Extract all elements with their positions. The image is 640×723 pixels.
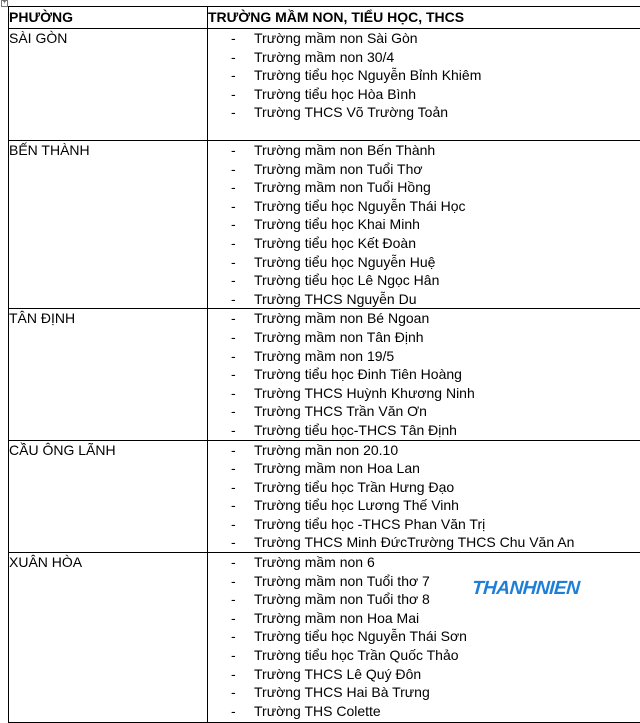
list-item: [208, 328, 640, 347]
list-item: [208, 384, 640, 403]
school-name: Trường mầm non 6: [254, 554, 375, 570]
list-dash: -: [231, 515, 236, 534]
list-dash: -: [231, 384, 236, 403]
list-item: [208, 141, 640, 160]
ward-name: BẾN THÀNH: [9, 141, 208, 309]
list-dash: -: [231, 365, 236, 384]
list-dash: -: [231, 309, 236, 328]
list-dash: -: [231, 271, 236, 290]
school-name: Trường tiểu học Nguyễn Bỉnh Khiêm: [254, 67, 481, 83]
thanhnien-watermark-logo: THANHNIEN: [471, 578, 580, 600]
ward-name: SÀI GÒN: [9, 29, 208, 141]
list-item: [208, 253, 640, 272]
school-name: Trường mầm non Hoa Mai: [254, 610, 419, 626]
list-dash: -: [231, 702, 236, 721]
list-dash: -: [231, 478, 236, 497]
school-name: Trường tiểu học Lương Thế Vinh: [254, 497, 459, 513]
table-row: [9, 141, 640, 309]
list-dash: -: [231, 48, 236, 67]
school-name: Trường THCS Võ Trường Toản: [254, 104, 448, 120]
list-dash: -: [231, 328, 236, 347]
list-item: [208, 29, 640, 48]
school-list: [208, 441, 640, 553]
table-row: [9, 29, 640, 141]
ward-name: XUÂN HÒA: [9, 553, 208, 723]
list-dash: -: [231, 553, 236, 572]
list-item: [208, 85, 640, 104]
list-dash: -: [231, 253, 236, 272]
table-row: [9, 309, 640, 440]
list-dash: -: [231, 66, 236, 85]
school-name: Trường tiểu học -THCS Phan Văn Trị: [254, 516, 485, 532]
schools-table: [8, 6, 640, 723]
list-item: [208, 533, 640, 552]
list-item: [208, 271, 640, 290]
list-item: [208, 702, 640, 721]
list-dash: -: [231, 572, 236, 591]
school-name: Trường THCS Huỳnh Khương Ninh: [254, 385, 475, 401]
school-list: [208, 141, 640, 308]
list-item: [208, 627, 640, 646]
school-name: Trường tiểu học Trần Hưng Đạo: [254, 479, 454, 495]
school-list: [208, 309, 640, 439]
school-name: Trường THCS Minh ĐứcTrường THCS Chu Văn An: [254, 534, 574, 550]
school-name: Trường THCS Hai Bà Trưng: [254, 684, 430, 700]
list-item: [208, 48, 640, 67]
school-list-cell: [208, 309, 640, 440]
school-name: Trường tiểu học-THCS Tân Định: [254, 422, 457, 438]
school-name: Trường tiểu học Nguyễn Huệ: [254, 254, 435, 270]
header-ward: PHƯỜNG: [9, 7, 208, 29]
school-name: Trường tiểu học Nguyễn Thái Sơn: [254, 628, 467, 644]
list-item: [208, 197, 640, 216]
list-dash: -: [231, 646, 236, 665]
table-row: [9, 440, 640, 553]
list-dash: -: [231, 590, 236, 609]
list-item: [208, 178, 640, 197]
school-name: Trường tiểu học Kết Đoàn: [254, 235, 416, 251]
list-dash: -: [231, 215, 236, 234]
school-list-cell: [208, 141, 640, 309]
school-name: Trường mần non 20.10: [254, 442, 398, 458]
list-dash: -: [231, 421, 236, 440]
header-row: [9, 7, 640, 29]
school-name: Trường mầm non 30/4: [254, 49, 394, 65]
list-dash: -: [231, 197, 236, 216]
school-name: Trường THCS Nguyễn Du: [254, 291, 417, 307]
school-name: Trường THS Colette: [254, 703, 381, 719]
list-dash: -: [231, 533, 236, 552]
list-item: [208, 646, 640, 665]
list-item: [208, 103, 640, 122]
list-dash: -: [231, 496, 236, 515]
list-item: [208, 347, 640, 366]
list-dash: -: [231, 234, 236, 253]
school-name: Trường mầm non Tân Định: [254, 329, 424, 345]
list-dash: -: [231, 402, 236, 421]
school-name: Trường mầm non Tuổi thơ 8: [254, 591, 430, 607]
list-item: [208, 402, 640, 421]
school-name: Trường mầm non Bến Thành: [254, 142, 435, 158]
list-item: [208, 441, 640, 460]
list-dash: -: [231, 347, 236, 366]
list-dash: -: [231, 160, 236, 179]
school-name: Trường mầm non 19/5: [254, 348, 394, 364]
school-name: Trường mầm non Hoa Lan: [254, 460, 420, 476]
list-item: [208, 365, 640, 384]
table-move-handle[interactable]: +: [1, 0, 8, 7]
list-item: [208, 496, 640, 515]
list-item: [208, 478, 640, 497]
list-dash: -: [231, 665, 236, 684]
list-item: [208, 309, 640, 328]
list-item: [208, 421, 640, 440]
school-name: Trường tiểu học Khai Minh: [254, 216, 420, 232]
list-dash: -: [231, 441, 236, 460]
list-dash: -: [231, 459, 236, 478]
school-name: Trường THCS Trần Văn Ơn: [254, 403, 427, 419]
list-dash: -: [231, 683, 236, 702]
list-item: [208, 515, 640, 534]
school-name: Trường tiểu học Nguyễn Thái Học: [254, 198, 466, 214]
list-dash: -: [231, 627, 236, 646]
list-item: [208, 66, 640, 85]
list-dash: -: [231, 609, 236, 628]
school-name: Trường mầm non Sài Gòn: [254, 30, 418, 46]
list-dash: -: [231, 141, 236, 160]
list-item: [208, 234, 640, 253]
ward-name: CẦU ÔNG LÃNH: [9, 440, 208, 553]
list-item: [208, 683, 640, 702]
school-list-cell: [208, 29, 640, 141]
list-item: [208, 609, 640, 628]
list-item: [208, 459, 640, 478]
school-name: Trường tiểu học Trần Quốc Thảo: [254, 647, 459, 663]
list-item: [208, 665, 640, 684]
list-dash: -: [231, 29, 236, 48]
school-name: Trường mầm non Tuổi Hồng: [254, 179, 431, 195]
school-list-cell: [208, 440, 640, 553]
ward-name: TÂN ĐỊNH: [9, 309, 208, 440]
list-dash: -: [231, 103, 236, 122]
school-name: Trường tiểu học Lê Ngọc Hân: [254, 272, 439, 288]
list-item: [208, 215, 640, 234]
list-dash: -: [231, 85, 236, 104]
list-item: [208, 553, 640, 572]
school-name: Trường mầm non Tuổi thơ 7: [254, 573, 430, 589]
list-item: [208, 290, 640, 309]
list-dash: -: [231, 290, 236, 309]
school-name: Trường THCS Lê Quý Đôn: [254, 666, 421, 682]
school-name: Trường mầm non Bé Ngoan: [254, 310, 429, 326]
list-dash: -: [231, 178, 236, 197]
school-name: Trường tiểu học Đinh Tiên Hoàng: [254, 366, 462, 382]
school-list: [208, 29, 640, 122]
list-item: [208, 160, 640, 179]
school-name: Trường tiểu học Hòa Bình: [254, 86, 416, 102]
school-name: Trường mầm non Tuổi Thơ: [254, 161, 423, 177]
header-schools: TRƯỜNG MẦM NON, TIỂU HỌC, THCS: [208, 7, 640, 29]
